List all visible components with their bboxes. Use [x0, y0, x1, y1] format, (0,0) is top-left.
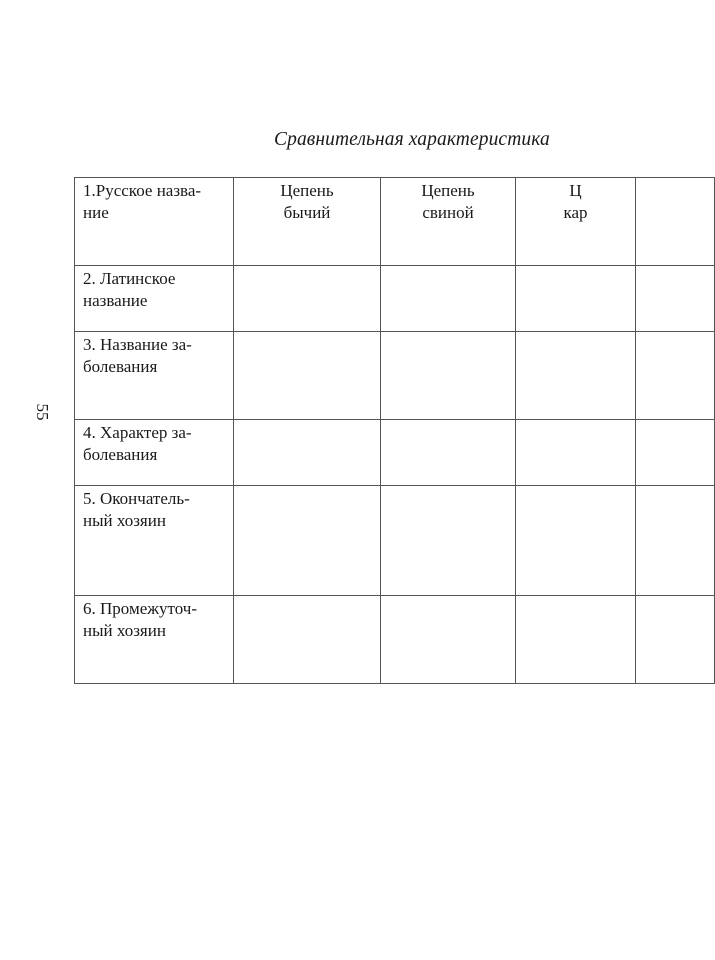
table-cell	[381, 596, 516, 684]
table-cell	[381, 486, 516, 596]
table-row	[75, 486, 715, 596]
column-header	[516, 178, 636, 266]
table-cell	[516, 596, 636, 684]
cell-text: 2. Латинское название	[83, 269, 176, 310]
table-cell	[516, 266, 636, 332]
table-row	[75, 266, 715, 332]
cell-text: 5. Окончатель- ный хозяин	[83, 489, 190, 530]
table-row	[75, 596, 715, 684]
row-label	[75, 420, 234, 486]
table-cell	[516, 486, 636, 596]
cell-text: Ц кар	[563, 181, 588, 222]
column-header	[636, 178, 715, 266]
table-cell	[381, 332, 516, 420]
header-row-label	[75, 178, 234, 266]
table-cell	[234, 596, 381, 684]
table-cell	[234, 332, 381, 420]
table-cell	[516, 332, 636, 420]
table-row	[75, 332, 715, 420]
cell-text: 4. Характер за- болевания	[83, 423, 192, 464]
table-row	[75, 420, 715, 486]
cell-text: 3. Название за- болевания	[83, 335, 192, 376]
column-header	[234, 178, 381, 266]
table-cell	[234, 266, 381, 332]
comparison-table	[74, 177, 715, 684]
table-cell	[381, 266, 516, 332]
table-cell	[636, 486, 715, 596]
table-cell	[636, 596, 715, 684]
row-label	[75, 596, 234, 684]
row-label	[75, 266, 234, 332]
cell-text: 6. Промежуточ- ный хозяин	[83, 599, 197, 640]
page-number: 55	[33, 403, 52, 421]
row-label	[75, 486, 234, 596]
cell-text: Цепень свиной	[421, 181, 475, 222]
row-label	[75, 332, 234, 420]
table-cell	[381, 420, 516, 486]
table-cell	[636, 332, 715, 420]
table-cell	[636, 420, 715, 486]
table-cell	[234, 486, 381, 596]
column-header	[381, 178, 516, 266]
table-header-row	[75, 178, 715, 266]
table-cell	[636, 266, 715, 332]
cell-text: Цепень бычий	[280, 181, 334, 222]
table-title: Сравнительная характеристика	[274, 129, 550, 150]
cell-text: 1.Русское назва- ние	[83, 181, 202, 222]
table-cell	[516, 420, 636, 486]
table-cell	[234, 420, 381, 486]
